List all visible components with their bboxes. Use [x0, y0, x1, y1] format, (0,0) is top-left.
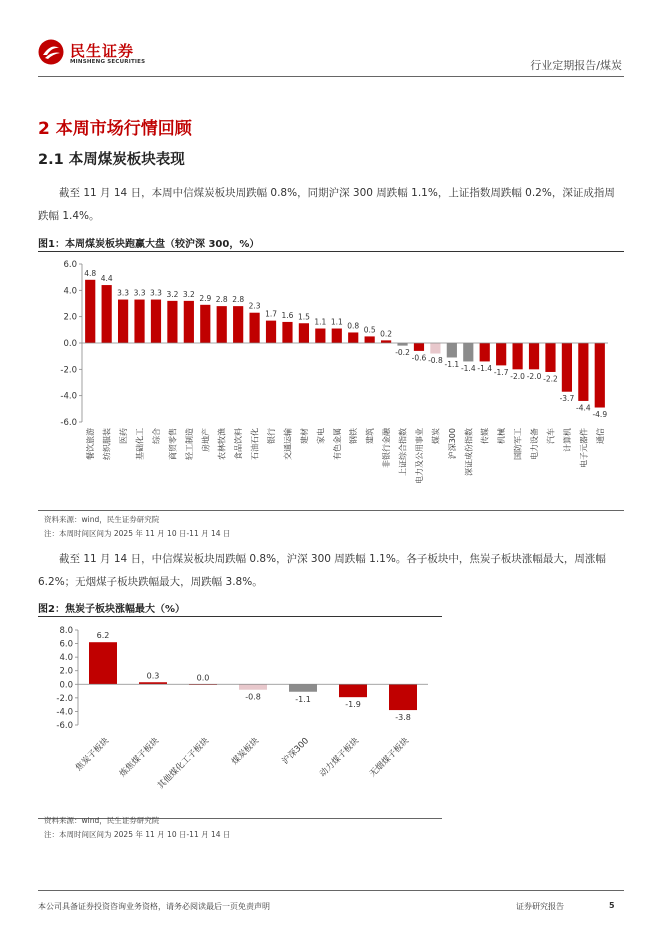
x-category-label: 深证成份指数 — [464, 428, 474, 476]
y-axis — [56, 626, 78, 731]
bar — [414, 343, 424, 351]
footer-label: 证券研究报告 — [516, 902, 564, 911]
y-tick-label: -4.0 — [56, 707, 73, 718]
x-category-label: 国防军工 — [513, 428, 523, 460]
data-label: 0.3 — [146, 671, 160, 681]
y-tick-label: -2.0 — [60, 365, 77, 376]
report-type: 行业定期报告/煤炭 — [530, 59, 622, 72]
data-label: -1.9 — [345, 700, 361, 710]
data-label: 0.2 — [380, 329, 393, 339]
bar — [545, 343, 555, 372]
logo-text-en: MINSHENG SECURITIES — [70, 59, 146, 65]
x-category-label: 电力设备 — [530, 428, 540, 460]
bar — [299, 323, 309, 343]
data-label: -3.8 — [395, 713, 411, 723]
y-tick-label: -4.0 — [60, 391, 77, 402]
y-tick-label: 0.0 — [63, 339, 77, 349]
data-label: -1.1 — [444, 359, 460, 369]
bar — [562, 343, 572, 392]
y-tick-label: 6.0 — [63, 260, 77, 270]
x-category-label: 农林牧渔 — [217, 428, 227, 460]
bar — [332, 329, 342, 343]
bar — [315, 329, 325, 343]
data-label: 3.2 — [166, 289, 179, 299]
x-category-label: 轻工制造 — [184, 428, 194, 460]
bar — [529, 343, 539, 369]
data-label: 3.3 — [133, 288, 146, 298]
data-label: 1.5 — [297, 312, 310, 322]
bar — [239, 684, 267, 689]
y-tick-label: 2.0 — [63, 312, 77, 323]
data-label: -1.4 — [460, 363, 476, 373]
bar — [289, 684, 317, 691]
x-category-label: 食品饮料 — [234, 428, 244, 460]
x-category-label: 建筑 — [365, 428, 375, 444]
data-label: 0.5 — [363, 325, 376, 335]
data-label: 1.6 — [281, 310, 294, 320]
data-label: 3.3 — [117, 288, 130, 298]
header-divider — [38, 76, 624, 77]
data-label: -0.6 — [411, 353, 427, 363]
data-label: -1.4 — [477, 363, 493, 373]
x-category-label: 无烟煤子板块 — [367, 736, 412, 780]
data-label: -0.8 — [428, 356, 443, 366]
data-label: 4.8 — [84, 268, 97, 278]
data-label: 3.3 — [150, 288, 162, 298]
bar — [266, 321, 276, 343]
logo-text-cn: 民生证券 — [70, 42, 135, 60]
data-label: -0.8 — [245, 692, 261, 702]
data-label: 3.2 — [182, 289, 195, 299]
company-logo — [38, 38, 158, 72]
bar — [200, 305, 210, 343]
figure1-note: 注：本周时间区间为 2025 年 11 月 10 日-11 月 14 日 — [44, 529, 231, 538]
paragraph-2: 截至 11 月 14 日，中信煤炭板块周跌幅 0.8%，沪深 300 周跌幅 1.1%。各子板块中，焦炭子板块涨幅最大，周涨幅 6.2%；无烟煤子板块跌幅最大，周跌幅 3.8%。 — [38, 553, 606, 588]
x-category-label: 房地产 — [201, 428, 211, 452]
x-category-label: 动力煤子板块 — [317, 736, 362, 780]
bar — [102, 285, 112, 343]
x-category-label: 交通运输 — [283, 428, 293, 460]
x-category-label: 电子元器件 — [579, 428, 589, 468]
figure2-source: 资料来源：wind，民生证券研究院 — [44, 816, 160, 825]
x-category-label: 钢铁 — [349, 428, 359, 444]
x-category-label: 焦炭子板块 — [73, 736, 112, 774]
figure2-title: 图2：焦炭子板块涨幅最大（%） — [38, 604, 185, 615]
figure1-title: 图1：本周煤炭板块跑赢大盘（较沪深 300，%） — [38, 239, 260, 250]
x-category-label: 家电 — [316, 428, 326, 444]
data-label: -0.2 — [395, 348, 410, 358]
x-category-label: 石油石化 — [250, 428, 260, 460]
data-label: -1.7 — [493, 367, 509, 377]
x-category-label: 机械 — [497, 428, 507, 444]
data-label: -2.0 — [526, 371, 542, 381]
x-category-label: 汽车 — [546, 428, 556, 444]
y-tick-label: 4.0 — [59, 653, 73, 664]
x-category-label: 上证综合指数 — [398, 428, 408, 476]
x-category-label: 有色金属 — [332, 428, 342, 460]
bar — [389, 684, 417, 710]
x-category-label: 其他煤化工子板块 — [155, 736, 212, 792]
figure1-bottom-rule — [38, 510, 624, 511]
data-label: -2.0 — [510, 371, 525, 381]
data-label: 6.2 — [96, 631, 110, 641]
data-label: 1.7 — [265, 309, 277, 319]
y-tick-label: 8.0 — [59, 626, 73, 636]
y-tick-label: 6.0 — [59, 639, 73, 650]
data-label: -4.4 — [576, 403, 591, 413]
data-label: 2.3 — [248, 301, 261, 311]
data-label: -3.7 — [559, 394, 575, 404]
x-category-label: 沪深300 — [280, 736, 312, 767]
x-category-label: 通信 — [595, 428, 605, 444]
y-tick-label: -2.0 — [56, 693, 73, 704]
x-category-label: 煤炭板块 — [229, 736, 262, 768]
x-category-label: 综合 — [151, 428, 161, 444]
figure1-source: 资料来源：wind，民生证券研究院 — [44, 515, 160, 524]
bar — [85, 280, 95, 343]
bar — [430, 343, 440, 354]
x-category-label: 基础化工 — [135, 428, 145, 460]
figure1-chart — [38, 252, 628, 508]
x-category-label: 银行 — [267, 428, 277, 444]
bar — [348, 332, 358, 343]
x-category-label: 非银行金融 — [382, 428, 392, 468]
x-category-label: 医药 — [119, 428, 129, 444]
section-heading: 2 本周市场行情回顾 — [38, 119, 192, 139]
logo-mark-icon — [38, 39, 64, 65]
data-label: 2.9 — [199, 293, 212, 303]
x-category-label: 煤炭 — [431, 428, 441, 444]
footer-disclaimer: 本公司具备证券投资咨询业务资格，请务必阅读最后一页免责声明 — [38, 902, 270, 911]
bar — [595, 343, 605, 408]
subsection-heading: 2.1 本周煤炭板块表现 — [38, 152, 185, 168]
x-category-label: 纺织服装 — [102, 428, 112, 460]
data-label: 1.1 — [330, 317, 343, 327]
y-tick-label: -6.0 — [56, 721, 73, 731]
bar — [89, 642, 117, 684]
bar — [151, 300, 161, 343]
x-category-label: 沪深300 — [447, 428, 457, 460]
bar — [496, 343, 506, 365]
y-axis — [60, 260, 82, 428]
x-category-label: 电力及公用事业 — [414, 428, 424, 484]
data-label: 0.8 — [347, 321, 360, 331]
paragraph-1: 截至 11 月 14 日，本周中信煤炭板块周跌幅 0.8%，同期沪深 300 周跌幅 1.1%，上证指数周跌幅 0.2%，深证成指周跌幅 1.4%。 — [38, 187, 615, 222]
data-label: -2.2 — [543, 374, 558, 384]
y-tick-label: 4.0 — [63, 286, 77, 297]
bar — [480, 343, 490, 361]
y-tick-label: -6.0 — [60, 418, 77, 428]
bar — [217, 306, 227, 343]
data-label: 0.0 — [196, 673, 210, 683]
page-number: 5 — [609, 901, 615, 910]
bar — [233, 306, 243, 343]
figure2-note: 注：本周时间区间为 2025 年 11 月 10 日-11 月 14 日 — [44, 830, 231, 839]
data-label: 1.1 — [314, 317, 327, 327]
bar — [282, 322, 292, 343]
figure2-chart — [38, 617, 442, 817]
data-label: -4.9 — [592, 410, 608, 420]
x-category-label: 传媒 — [480, 428, 490, 444]
bar — [512, 343, 522, 369]
data-label: 2.8 — [232, 295, 245, 305]
bar — [118, 300, 128, 343]
bar — [134, 300, 144, 343]
data-label: -1.1 — [295, 694, 311, 704]
bar — [339, 684, 367, 697]
x-category-label: 商贸零售 — [168, 428, 178, 460]
footer-divider — [38, 890, 624, 891]
bar — [249, 313, 259, 343]
x-category-label: 建材 — [299, 428, 309, 444]
y-tick-label: 2.0 — [59, 666, 73, 677]
bar — [578, 343, 588, 401]
data-label: 2.8 — [215, 295, 228, 305]
x-category-label: 计算机 — [562, 428, 572, 452]
y-tick-label: 0.0 — [59, 680, 73, 691]
bar — [447, 343, 457, 357]
bar — [167, 301, 177, 343]
bar — [463, 343, 473, 361]
x-category-label: 餐饮旅游 — [86, 428, 96, 460]
bar — [365, 336, 375, 343]
data-label: 4.4 — [100, 274, 113, 284]
x-category-label: 炼焦煤子板块 — [117, 736, 162, 780]
bar — [184, 301, 194, 343]
